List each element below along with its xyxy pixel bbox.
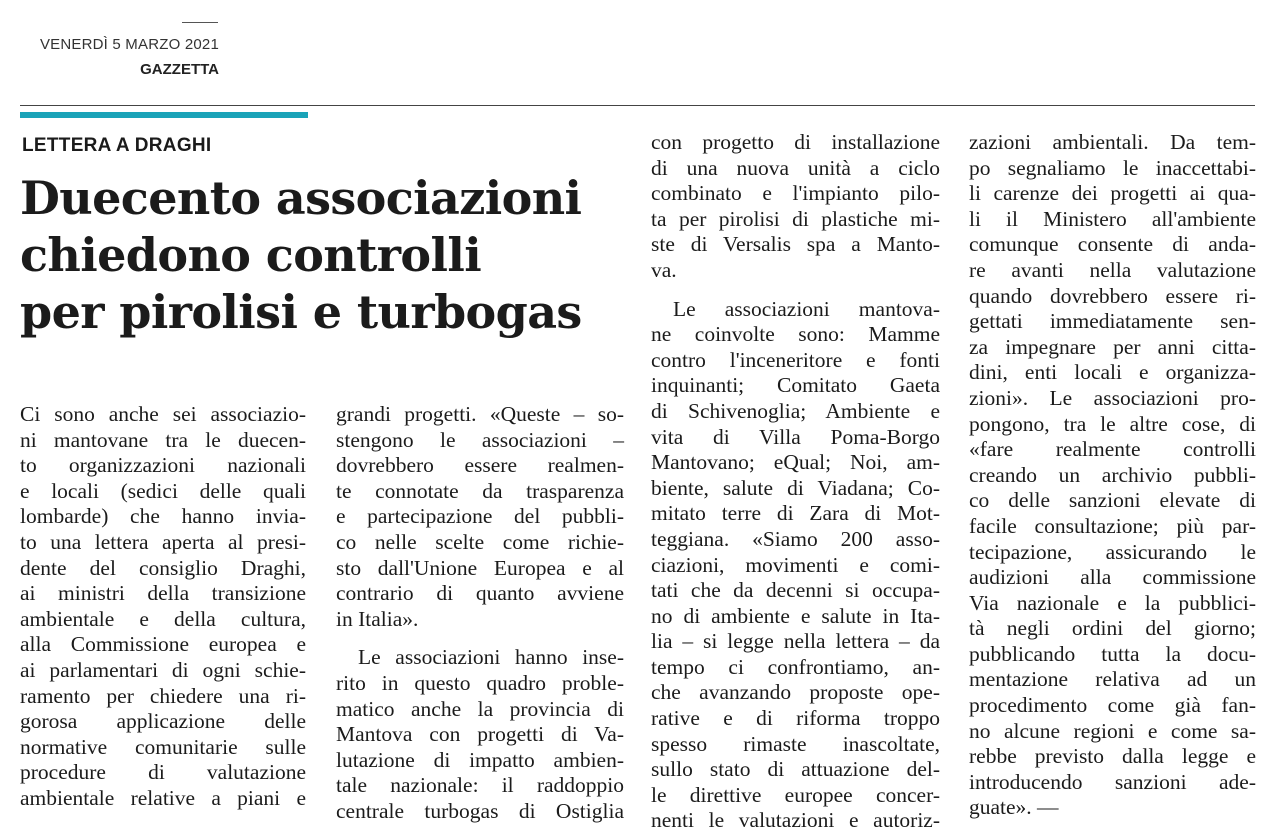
- body-line: lia – si legge nella lettera – da: [651, 629, 940, 654]
- body-line: procedimento come già fan-: [969, 693, 1256, 718]
- body-column-2: [336, 402, 624, 825]
- body-line: zioni». Le associazioni pro-: [969, 385, 1256, 410]
- body-line: Ci sono anche sei associazio-: [20, 402, 306, 426]
- body-line: le direttive europee concer-: [651, 782, 940, 807]
- body-line: tecipazione, assicurando le: [969, 539, 1256, 564]
- body-line: comunque consente di anda-: [969, 232, 1256, 257]
- body-line: ramento per chiedere una ri-: [20, 683, 306, 708]
- body-column-4: [969, 130, 1256, 821]
- body-line: sto dall'Unione Europea e al: [336, 555, 624, 580]
- body-line: Mantovano; eQual; Noi, am-: [651, 450, 940, 475]
- body-line: ambientale e della cultura,: [20, 606, 306, 631]
- body-line: co delle sanzioni elevate di: [969, 488, 1256, 513]
- body-line: co nelle scelte come richie-: [336, 529, 624, 554]
- body-line: contrario di quanto avviene: [336, 581, 624, 606]
- body-line: va.: [651, 257, 677, 282]
- body-line: to una lettera aperta al presi-: [20, 529, 306, 554]
- body-line: tale nazionale: il raddoppio: [336, 773, 624, 798]
- body-column-1: [20, 402, 306, 812]
- body-line: te connotate da trasparenza: [336, 478, 624, 503]
- issue-date: VENERDÌ 5 MARZO 2021: [39, 36, 219, 53]
- body-line: to organizzazioni nazionali: [20, 453, 306, 478]
- body-line: dini, enti locali e organizza-: [969, 360, 1256, 385]
- body-line: lombarde) che hanno invia-: [20, 504, 306, 529]
- body-line: gettati immediatamente sen-: [969, 309, 1256, 334]
- body-line: gorosa applicazione delle: [20, 709, 306, 734]
- paragraph-gap: [651, 284, 940, 297]
- body-line: guate». —: [969, 795, 1059, 820]
- body-line: ai ministri della transizione: [20, 581, 306, 606]
- body-line: lutazione di impatto ambien-: [336, 747, 624, 772]
- body-line: alla Commissione europea e: [20, 632, 306, 657]
- body-line: tempo ci confrontiamo, an-: [651, 654, 940, 679]
- body-line: creando un archivio pubbli-: [969, 462, 1256, 487]
- body-line: zazioni ambientali. Da tem-: [969, 130, 1256, 154]
- body-line: mitato terre di Zara di Mot-: [651, 501, 940, 526]
- body-line: inquinanti; Comitato Gaeta: [651, 373, 940, 398]
- headline-line: per pirolisi e turbogas: [20, 285, 582, 339]
- body-line: audizioni alla commissione: [969, 565, 1256, 590]
- body-line: sullo stato di attuazione del-: [651, 757, 940, 782]
- body-line: centrale turbogas di Ostiglia: [336, 798, 624, 823]
- body-line: dovrebbero essere realmen-: [336, 453, 624, 478]
- headline-line: chiedono controlli: [20, 228, 482, 282]
- newspaper-name: GAZZETTA: [140, 61, 219, 78]
- body-line: li carenze dei progetti ai qua-: [969, 181, 1256, 206]
- body-line: mentazione relativa ad un: [969, 667, 1256, 692]
- body-line: spesso rimaste inascoltate,: [651, 731, 940, 756]
- body-line: e partecipazione del pubbli-: [336, 504, 624, 529]
- body-line: Mantova con progetti di Va-: [336, 722, 624, 747]
- body-line: matico anche la provincia di: [336, 696, 624, 721]
- body-line: ai parlamentari di ogni schie-: [20, 657, 306, 682]
- body-line: rebbe previsto dalla legge e: [969, 744, 1256, 769]
- body-line: za impegnare per anni citta-: [969, 334, 1256, 359]
- body-line: in Italia».: [336, 606, 419, 631]
- body-line: ta per pirolisi di plastiche mi-: [651, 206, 940, 231]
- body-column-3: [651, 130, 940, 834]
- body-line: Le associazioni hanno inse-: [358, 645, 624, 670]
- body-line: no alcune regioni e come sa-: [969, 718, 1256, 743]
- body-line: stengono le associazioni –: [336, 427, 624, 452]
- body-line: di una nuova unità a ciclo: [651, 155, 940, 180]
- body-line: quando dovrebbero essere ri-: [969, 283, 1256, 308]
- body-line: po segnaliamo le inaccettabi-: [969, 155, 1256, 180]
- body-line: no di ambiente e salute in Ita-: [651, 603, 940, 628]
- article-kicker: LETTERA A DRAGHI: [22, 135, 212, 156]
- masthead-rule: [182, 22, 218, 23]
- body-line: introducendo sanzioni ade-: [969, 769, 1256, 794]
- body-line: con progetto di installazione: [651, 130, 940, 154]
- article-headline: [20, 170, 582, 341]
- body-line: Via nazionale e la pubblici-: [969, 590, 1256, 615]
- paragraph-gap: [336, 632, 624, 645]
- body-line: dente del consiglio Draghi,: [20, 555, 306, 580]
- body-line: ni mantovane tra le duecen-: [20, 427, 306, 452]
- body-line: procedure di valutazione: [20, 760, 306, 785]
- body-line: Le associazioni mantova-: [673, 296, 940, 321]
- body-line: che avanzando proposte ope-: [651, 680, 940, 705]
- body-line: teggiana. «Siamo 200 asso-: [651, 526, 940, 551]
- body-line: ne coinvolte sono: Mamme: [651, 322, 940, 347]
- body-line: rito in questo quadro proble-: [336, 670, 624, 695]
- body-line: tati che da decenni si occupa-: [651, 578, 940, 603]
- body-line: pongono, tra le altre cose, di: [969, 411, 1256, 436]
- body-line: ciazioni, movimenti e comi-: [651, 552, 940, 577]
- body-line: biente, salute di Viadana; Co-: [651, 475, 940, 500]
- body-line: di Schivenoglia; Ambiente e: [651, 398, 940, 423]
- body-line: contro l'inceneritore e fonti: [651, 347, 940, 372]
- body-line: grandi progetti. «Queste – so-: [336, 402, 624, 426]
- top-divider: [20, 105, 1255, 106]
- body-line: ste di Versalis spa a Manto-: [651, 232, 940, 257]
- headline-line: Duecento associazioni: [20, 171, 582, 225]
- body-line: ambientale relative a piani e: [20, 785, 306, 810]
- body-line: re avanti nella valutazione: [969, 257, 1256, 282]
- body-line: facile consultazione; più par-: [969, 513, 1256, 538]
- body-line: vita di Villa Poma-Borgo: [651, 424, 940, 449]
- body-line: li il Ministero all'ambiente: [969, 206, 1256, 231]
- body-line: «fare realmente controlli: [969, 437, 1256, 462]
- body-line: combinato e l'impianto pilo-: [651, 181, 940, 206]
- body-line: rative e di riforma troppo: [651, 706, 940, 731]
- body-line: e locali (sedici delle quali: [20, 478, 306, 503]
- body-line: tà negli ordini del giorno;: [969, 616, 1256, 641]
- section-accent-bar: [20, 112, 308, 118]
- body-line: nenti le valutazioni e autoriz-: [651, 808, 940, 833]
- body-line: normative comunitarie sulle: [20, 734, 306, 759]
- body-line: pubblicando tutta la docu-: [969, 641, 1256, 666]
